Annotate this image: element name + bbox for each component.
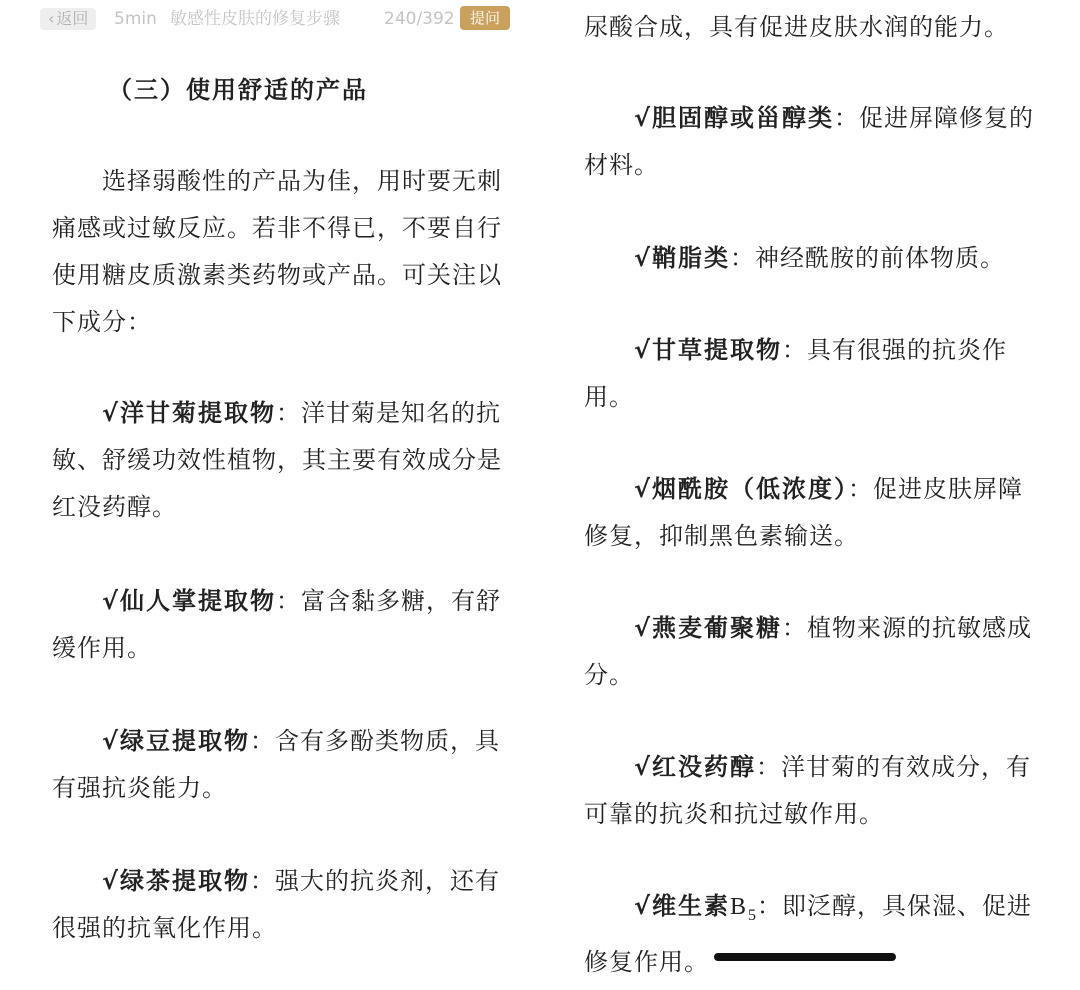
chevron-left-icon: ‹ (48, 9, 55, 28)
ingredient-term: √绿茶提取物 (102, 867, 251, 895)
ingredient-desc: ：促进皮肤屏障修复，抑制黑色素输送。 (584, 475, 1024, 550)
back-button[interactable] (40, 8, 96, 30)
ingredient-item (584, 883, 1034, 986)
ingredient-item (584, 235, 1034, 282)
vitamin-letter: B (730, 894, 749, 920)
ingredient-item (584, 95, 1034, 189)
vitamin-subscript: 5 (748, 906, 758, 924)
ingredient-desc: ：富含黏多糖，有舒缓作用。 (52, 587, 502, 662)
ingredient-term: √仙人掌提取物 (102, 587, 277, 615)
ingredient-item (52, 718, 502, 812)
ingredient-desc: ：神经酰胺的前体物质。 (730, 244, 1006, 272)
reader-topbar (0, 0, 540, 34)
ingredient-item (584, 466, 1034, 560)
reading-time: 5min (114, 9, 157, 29)
ingredient-desc: ：含有多酚类物质，具有强抗炎能力。 (52, 727, 501, 802)
section-title: （三）使用舒适的产品 (108, 76, 368, 104)
chapter-title: 敏感性皮肤的修复步骤 (170, 9, 340, 29)
ingredient-term: √绿豆提取物 (102, 727, 251, 755)
ingredient-term: √燕麦葡聚糖 (634, 614, 783, 642)
ingredient-term: √洋甘菊提取物 (102, 399, 277, 427)
ingredient-desc: ：洋甘菊是知名的抗敏、舒缓功效性植物，其主要有效成分是红没药醇。 (52, 399, 502, 521)
ingredient-item (52, 858, 502, 952)
ingredient-desc: ：洋甘菊的有效成分，有可靠的抗炎和抗过敏作用。 (584, 753, 1032, 828)
ingredient-term: √鞘脂类 (634, 244, 731, 272)
ingredient-item (52, 390, 502, 531)
continued-text: 尿酸合成，具有促进皮肤水润的能力。 (584, 13, 1009, 41)
ingredient-item (584, 744, 1034, 838)
ingredient-item (584, 327, 1034, 421)
ingredient-term: √红没药醇 (634, 753, 757, 781)
ingredient-desc: ：促进屏障修复的材料。 (584, 104, 1035, 179)
page-counter: 240/392 (384, 9, 455, 29)
ingredient-term: √维生素 (634, 892, 731, 920)
ingredient-item (52, 578, 502, 672)
ingredient-desc: ：即泛醇，具保湿、促进修复作用。 (584, 892, 1033, 976)
ingredient-term: √胆固醇或甾醇类 (634, 104, 835, 132)
ingredient-desc: ：植物来源的抗敏感成分。 (584, 614, 1033, 689)
home-indicator[interactable] (714, 953, 896, 961)
back-label: 返回 (56, 9, 89, 28)
ingredient-desc: ：具有很强的抗炎作用。 (584, 336, 1008, 411)
ingredient-item (584, 605, 1034, 699)
ingredient-term: √烟酰胺（低浓度） (634, 475, 849, 503)
ingredient-term: √甘草提取物 (634, 336, 783, 364)
ask-button[interactable]: 提问 (460, 6, 510, 30)
intro-paragraph: 选择弱酸性的产品为佳，用时要无刺痛感或过敏反应。若非不得已，不要自行使用糖皮质激素类药物或产品。可关注以下成分： (52, 167, 502, 336)
ingredient-desc: ：强大的抗炎剂，还有很强的抗氧化作用。 (52, 867, 501, 942)
